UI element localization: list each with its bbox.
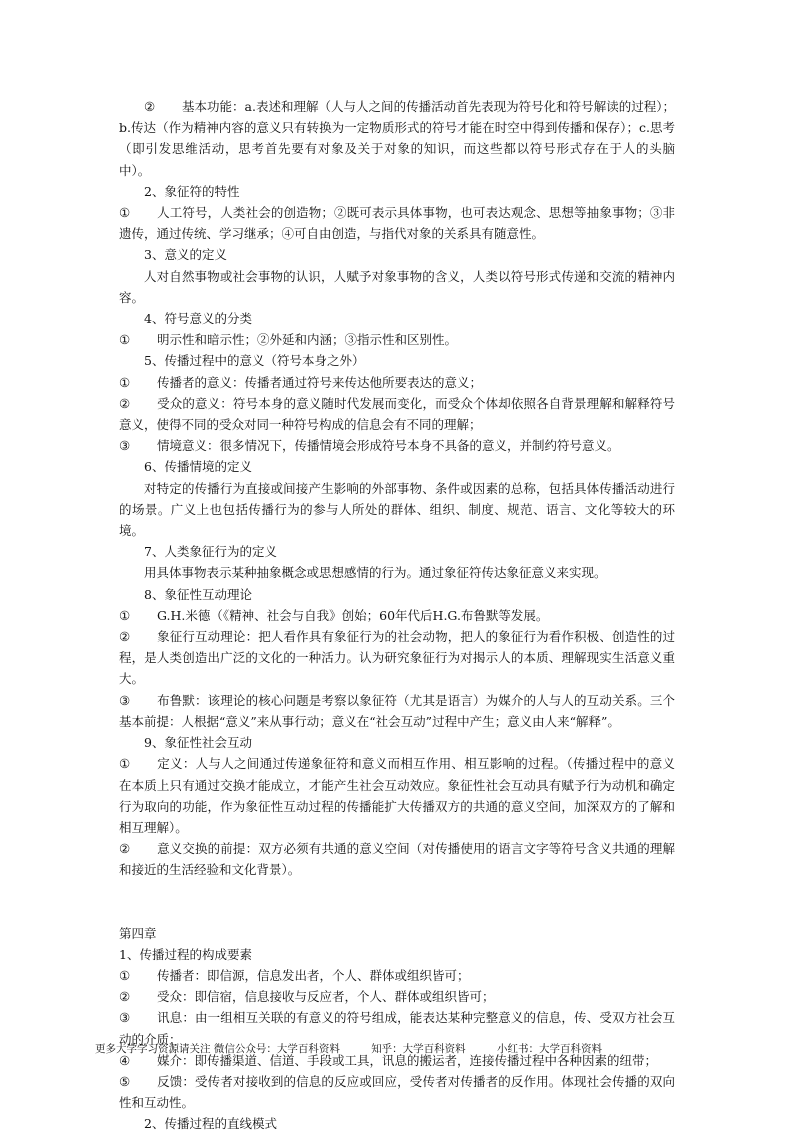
section-heading: 2、传播过程的直线模式 [144,1116,277,1132]
item-number: ③ [119,692,131,708]
paragraph-text: 反馈：受传者对接收到的信息的反应或回应，受传者对传播者的反作用。体现社会传播的双向性和互动性。 [119,1073,675,1111]
paragraph-text: 媒介：即传播渠道、信道、手段或工具，讯息的搬运者，连接传播过程中各种因素的纽带； [157,1052,658,1068]
paragraph [119,202,675,244]
paragraph-text: 象征行互动理论：把人看作具有象征行为的社会动物，把人的象征行为看作积极、创造性的过程，是人类创造出广泛的文化的一种活力。认为研究象征行为对揭示人的本质、理解现实生活意义重大。 [119,629,675,687]
chapter-title: 第四章 [119,925,157,941]
item-number: ③ [119,438,131,454]
paragraph [119,965,675,986]
section-heading: 2、象征符的特性 [144,183,240,199]
paragraph [119,605,675,626]
item-number: ② [119,629,131,645]
footer-xiaohongshu: 小红书：大学百科资料 [497,1043,603,1055]
paragraph: 用具体事物表示某种抽象概念或思想感情的行为。通过象征符传达象征意义来实现。 [144,565,607,581]
item-number: ② [119,841,131,857]
item-number: ② [144,99,156,114]
paragraph-text: 受众的意义：符号本身的意义随时代发展而变化，而受众个体却依照各自背景理解和解释符号意义，使得不同的受众对同一种符号构成的信息会有不同的理解； [119,395,675,433]
paragraph [119,753,675,838]
item-number: ① [119,607,131,623]
item-number: ④ [119,1052,131,1068]
item-number: ② [119,395,131,411]
item-number: ① [119,205,131,221]
paragraph [119,393,675,435]
paragraph-text: G.H.米德（《精神、社会与自我》创始；60年代后H.G.布鲁默等发展。 [157,607,549,623]
paragraph-text: 情境意义：很多情况下，传播情境会形成符号本身不具备的意义，并制约符号意义。 [157,438,620,454]
section-heading: 3、意义的定义 [144,247,227,263]
page-footer [95,1041,630,1056]
paragraph-text: 定义：人与人之间通过传递象征符和意义而相互作用、相互影响的过程。（传播过程中的意义在本质上只有通过交换才能成立，才能产生社会互动效应。象征性社会互动具有赋予行为动机和确定行为取向的功能，作为象征性互动过程的传播能扩大传播双方的共通的意义空间，加深双方的了解和相互理解）。 [119,756,675,835]
paragraph: 对特定的传播行为直接或间接产生影响的外部事物、条件或因素的总称，包括具体传播活动进行的场景。广义上也包括传播行为的参与人所处的群体、组织、制度、规范、语言、文化等较大的环境。 [119,480,675,539]
item-number: ① [119,374,131,390]
paragraph-text: 传播者的意义：传播者通过符号来传达他所要表达的意义； [157,374,483,390]
footer-wechat: 更多大学学习资源请关注 微信公众号：大学百科资料 [95,1043,340,1055]
paragraph [119,96,675,181]
paragraph-text: 意义交换的前提：双方必须有共通的意义空间（对传播使用的语言文字等符号含义共通的理解和接近的生活经验和文化背景）。 [119,841,675,878]
paragraph-text: 受众：即信宿，信息接收与反应者，个人、群体或组织皆可； [157,989,495,1005]
paragraph [119,329,675,350]
paragraph [119,838,675,880]
paragraph [119,1071,675,1113]
item-number: ② [119,989,131,1005]
paragraph [119,626,675,690]
section-heading: 1、传播过程的构成要素 [119,946,252,962]
paragraph-text: 布鲁默：该理论的核心问题是考察以象征符（尤其是语言）为媒介的人与人的互动关系。三个基本前提：人根据“意义”来从事行动；意义在“社会互动”过程中产生；意义由人来“解释”。 [119,692,675,729]
document-body [119,96,675,1135]
footer-zhihu: 知乎：大学百科资料 [371,1043,466,1055]
item-number: ③ [119,1010,131,1026]
paragraph [119,986,675,1007]
section-heading: 6、传播情境的定义 [144,459,252,475]
paragraph [119,372,675,393]
item-number: ① [119,967,131,983]
paragraph [119,435,675,456]
paragraph [119,690,675,732]
section-gap [119,881,675,923]
item-number: ⑤ [119,1073,131,1089]
section-heading: 5、传播过程中的意义（符号本身之外） [144,353,365,369]
section-heading: 7、人类象征行为的定义 [144,544,277,560]
paragraph-text: 人工符号，人类社会的创造物；②既可表示具体事物，也可表达观念、思想等抽象事物；③非遗传，通过传统、学习继承；④可自由创造，与指代对象的关系具有随意性。 [119,205,675,242]
paragraph-text: 传播者：即信源，信息发出者，个人、群体或组织皆可； [157,967,470,983]
item-number: ① [119,756,131,772]
paragraph-text: 明示性和暗示性；②外延和内涵；③指示性和区别性。 [157,332,458,348]
paragraph-text: 基本功能：a.表述和理解（人与人之间的传播活动首先表现为符号化和符号解读的过程）；b.传达（作为精神内容的意义只有转换为一定物质形式的符号才能在时空中得到传播和保存）；c.思考（即引发思维活动，思考首先要有对象及关于对象的知识，而这些都以符号形式存在于人的头脑中）。 [119,99,675,178]
section-heading: 8、象征性互动理论 [144,586,252,602]
section-heading: 9、象征性社会互动 [144,735,252,751]
paragraph-text: 讯息：由一组相互关联的有意义的符号组成，能表达某种完整意义的信息，传、受双方社会互动的介质； [119,1010,675,1047]
section-heading: 4、符号意义的分类 [144,311,252,327]
item-number: ① [119,332,131,348]
paragraph: 人对自然事物或社会事物的认识，人赋予对象事物的含义，人类以符号形式传递和交流的精神内容。 [119,268,675,305]
